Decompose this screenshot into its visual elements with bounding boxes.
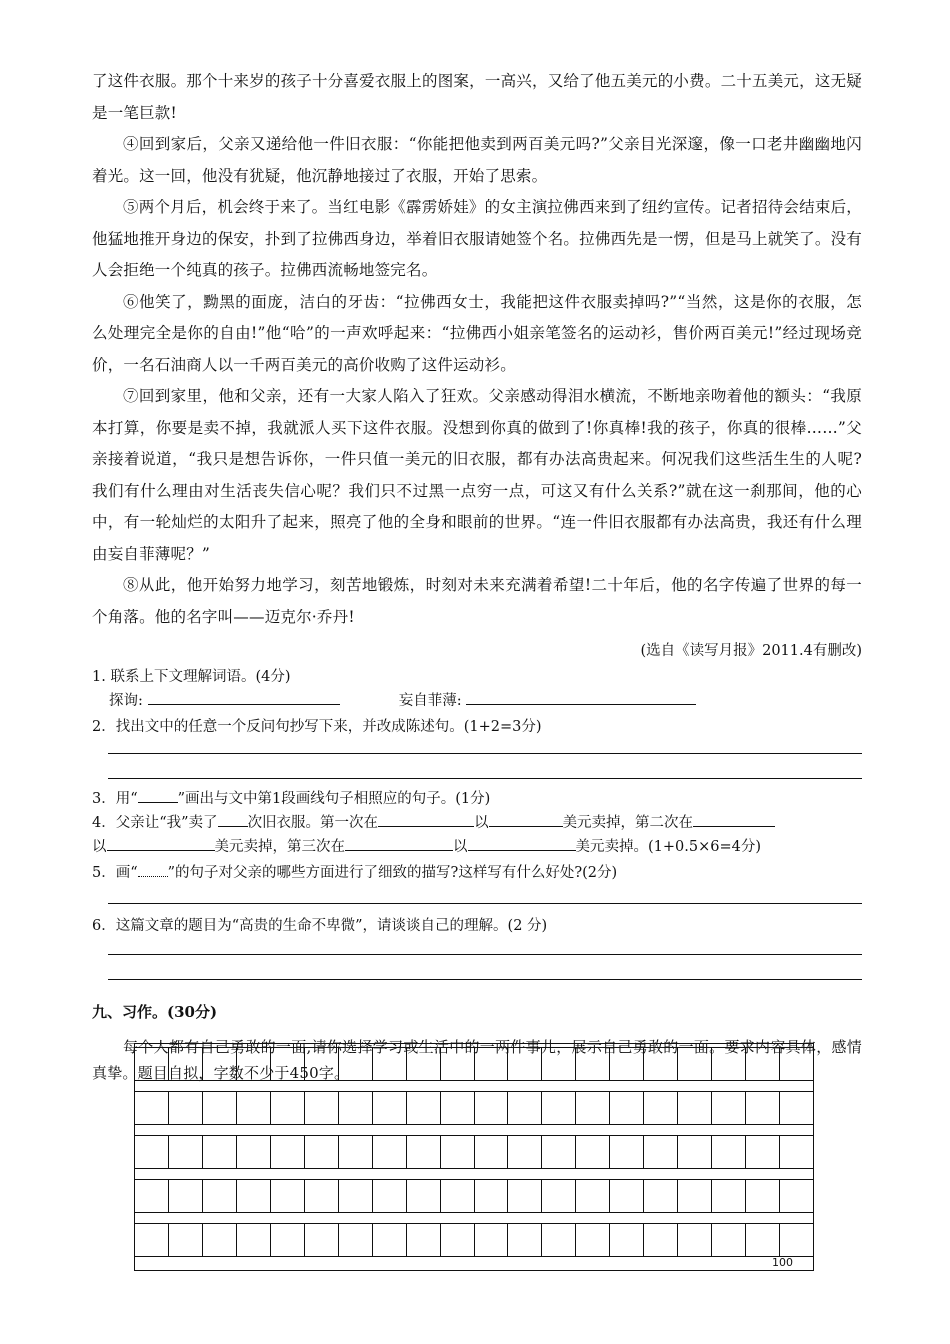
- grid-cell[interactable]: [169, 1223, 203, 1257]
- grid-cell[interactable]: [644, 1047, 678, 1081]
- story-paragraph-7: ⑦回到家里，他和父亲，还有一大家人陷入了狂欢。父亲感动得泪水横流，不断地亲吻着他的额头：“我原本打算，你要是卖不掉，我就派人买下这件衣服。没想到你真的做到了!你真棒!我的孩子，你真的很棒……”父亲接着说道，“我只是想告诉你，一件只值一美元的旧衣服，都有办法高贵起来。何况我们这些活生生的人呢?我们有什么理由对生活丧失信心呢？我们只不过黑一点穷一点，可这又有什么关系?”就在这一刹那间，他的心中，有一轮灿烂的太阳升了起来，照亮了他的全身和眼前的世界。“连一件旧衣服都有办法高贵，我还有什么理由妄自菲薄呢？”: [92, 387, 862, 563]
- grid-cell[interactable]: [576, 1223, 610, 1257]
- grid-cell[interactable]: [746, 1091, 780, 1125]
- question-4-text-e: 以: [92, 839, 107, 855]
- writing-grid[interactable]: [134, 1043, 814, 1271]
- grid-cell[interactable]: [712, 1179, 746, 1213]
- composition-prompt: 每个人都有自己勇敢的一面,请你选择学习或生活中的一两件事儿，展示自己勇敢的一面。要求内容具体，感情真挚。题目自拟，字数不少于450字。: [92, 1038, 862, 1082]
- third-place-blank[interactable]: [345, 835, 453, 851]
- grid-cell[interactable]: [305, 1223, 339, 1257]
- grid-cell[interactable]: [203, 1179, 237, 1213]
- question-4: [92, 811, 862, 835]
- grid-cell[interactable]: [407, 1091, 441, 1125]
- grid-cell[interactable]: [169, 1091, 203, 1125]
- story-paragraph-4: ④回到家后，父亲又递给他一件旧衣服：“你能把他卖到两百美元吗?”父亲目光深邃，像一口老井幽幽地闪着光。这一回，他没有犹疑，他沉静地接过了衣服，开始了思索。: [92, 135, 862, 185]
- grid-cell[interactable]: [339, 1179, 373, 1213]
- question-5: [92, 861, 862, 885]
- word-1-label: 探询:: [109, 693, 143, 709]
- word-2-answer-blank[interactable]: [466, 689, 696, 705]
- wavy-line-sample: [138, 863, 168, 877]
- grid-cell[interactable]: [373, 1223, 407, 1257]
- grid-cell[interactable]: [373, 1091, 407, 1125]
- grid-cell[interactable]: [678, 1179, 712, 1213]
- grid-cell[interactable]: [169, 1179, 203, 1213]
- question-4-text-b: 次旧衣服。第一次在: [247, 815, 379, 831]
- grid-cell[interactable]: [135, 1047, 169, 1081]
- grid-cell[interactable]: [475, 1091, 509, 1125]
- question-6-answer-line-2[interactable]: [108, 979, 862, 980]
- grid-cell[interactable]: [339, 1047, 373, 1081]
- grid-row[interactable]: [135, 1047, 813, 1081]
- grid-cell[interactable]: [305, 1135, 339, 1169]
- word-2-label: 妄自菲薄:: [398, 693, 462, 709]
- story-paragraph-8: ⑧从此，他开始努力地学习，刻苦地锻炼，时刻对未来充满着希望!二十年后，他的名字传遍了世界的每一个角落。他的名字叫——迈克尔·乔丹!: [92, 576, 862, 626]
- grid-cell[interactable]: [746, 1179, 780, 1213]
- grid-cell[interactable]: [407, 1135, 441, 1169]
- story-paragraph-6: ⑥他笑了，黝黑的面庞，洁白的牙齿：“拉佛西女士，我能把这件衣服卖掉吗?”“当然，这是你的衣服，怎么处理完全是你的自由!”他“哈”的一声欢呼起来：“拉佛西小姐亲笔签名的运动衫，售价两百美元!”经过现场竞价，一名石油商人以一千两百美元的高价收购了这件运动衫。: [92, 292, 862, 374]
- grid-cell[interactable]: [373, 1047, 407, 1081]
- grid-cell[interactable]: [271, 1135, 305, 1169]
- question-4-continued: [92, 835, 862, 859]
- question-2-answer-line-1[interactable]: [108, 753, 862, 754]
- grid-cell[interactable]: [373, 1179, 407, 1213]
- grid-cell[interactable]: [780, 1223, 813, 1257]
- grid-cell[interactable]: [203, 1223, 237, 1257]
- grid-cell[interactable]: [780, 1047, 813, 1081]
- grid-cell[interactable]: [576, 1091, 610, 1125]
- grid-cell[interactable]: [712, 1135, 746, 1169]
- question-3-text-end: ”画出与文中第1段画线句子相照应的句子。(1分): [177, 791, 491, 807]
- story-paragraph-5: ⑤两个月后，机会终于来了。当红电影《霹雳娇娃》的女主演拉佛西来到了纽约宣传。记者招待会结束后，他猛地推开身边的保安，扑到了拉佛西身边，举着旧衣服请她签个名。拉佛西先是一愣，但是马上就笑了。没有人会拒绝一个纯真的孩子。拉佛西流畅地签完名。: [92, 198, 862, 279]
- grid-cell[interactable]: [203, 1091, 237, 1125]
- grid-cell[interactable]: [576, 1135, 610, 1169]
- grid-cell[interactable]: [712, 1091, 746, 1125]
- grid-cell[interactable]: [610, 1179, 644, 1213]
- grid-cell[interactable]: [508, 1223, 542, 1257]
- grid-cell[interactable]: [542, 1091, 576, 1125]
- grid-cell[interactable]: [475, 1135, 509, 1169]
- grid-cell[interactable]: [339, 1135, 373, 1169]
- grid-cell[interactable]: [441, 1091, 475, 1125]
- grid-cell[interactable]: [678, 1135, 712, 1169]
- grid-cell[interactable]: [508, 1135, 542, 1169]
- grid-cell[interactable]: [712, 1223, 746, 1257]
- grid-cell[interactable]: [407, 1179, 441, 1213]
- grid-cell[interactable]: [542, 1223, 576, 1257]
- grid-cell[interactable]: [441, 1179, 475, 1213]
- question-4-text-d: 美元卖掉，第二次在: [562, 815, 694, 831]
- grid-cell[interactable]: [237, 1091, 271, 1125]
- grid-cell[interactable]: [271, 1091, 305, 1125]
- first-place-blank[interactable]: [378, 811, 474, 827]
- grid-cell[interactable]: [610, 1135, 644, 1169]
- grid-row[interactable]: [135, 1179, 813, 1213]
- grid-cell[interactable]: [780, 1091, 813, 1125]
- grid-cell[interactable]: [237, 1135, 271, 1169]
- grid-cell[interactable]: [203, 1135, 237, 1169]
- grid-cell[interactable]: [305, 1179, 339, 1213]
- grid-cell[interactable]: [339, 1091, 373, 1125]
- grid-cell[interactable]: [339, 1223, 373, 1257]
- grid-cell[interactable]: [169, 1135, 203, 1169]
- grid-word-count: 100: [772, 1256, 793, 1269]
- grid-cell[interactable]: [441, 1047, 475, 1081]
- grid-cell[interactable]: [610, 1091, 644, 1125]
- grid-cell[interactable]: [542, 1135, 576, 1169]
- story-paragraph-top: 了这件衣服。那个十来岁的孩子十分喜爱衣服上的图案，一高兴，又给了他五美元的小费。二十五美元，这无疑是一笔巨款!: [92, 72, 862, 122]
- grid-cell[interactable]: [169, 1047, 203, 1081]
- question-2: 2．找出文中的任意一个反问句抄写下来，并改成陈述句。(1+2=3分): [92, 719, 542, 735]
- grid-cell[interactable]: [237, 1179, 271, 1213]
- grid-cell[interactable]: [441, 1223, 475, 1257]
- grid-cell[interactable]: [305, 1047, 339, 1081]
- grid-cell[interactable]: [271, 1047, 305, 1081]
- word-1-answer-blank[interactable]: [148, 689, 340, 705]
- question-4-text-f: 美元卖掉，第三次在: [214, 839, 345, 855]
- grid-cell[interactable]: [475, 1223, 509, 1257]
- first-price-blank[interactable]: [489, 811, 563, 827]
- grid-cell[interactable]: [542, 1179, 576, 1213]
- grid-cell[interactable]: [678, 1223, 712, 1257]
- grid-cell[interactable]: [475, 1179, 509, 1213]
- grid-cell[interactable]: [135, 1135, 169, 1169]
- question-1-words: [92, 689, 862, 713]
- grid-cell[interactable]: [746, 1223, 780, 1257]
- grid-row[interactable]: [135, 1135, 813, 1169]
- grid-cell[interactable]: [135, 1179, 169, 1213]
- story-source: (选自《读写月报》2011.4有删改): [640, 643, 862, 659]
- grid-cell[interactable]: [780, 1135, 813, 1169]
- question-5-text-end: ”的句子对父亲的哪些方面进行了细致的描写?这样写有什么好处?(2分): [167, 865, 618, 881]
- grid-cell[interactable]: [407, 1223, 441, 1257]
- grid-cell[interactable]: [712, 1047, 746, 1081]
- question-4-text-a: 4．父亲让“我”卖了: [92, 815, 218, 831]
- composition-heading: 九、习作。(30分): [92, 1003, 218, 1021]
- grid-cell[interactable]: [576, 1179, 610, 1213]
- grid-cell[interactable]: [678, 1047, 712, 1081]
- grid-cell[interactable]: [644, 1091, 678, 1125]
- grid-cell[interactable]: [610, 1223, 644, 1257]
- grid-cell[interactable]: [746, 1047, 780, 1081]
- second-price-blank[interactable]: [107, 835, 215, 851]
- grid-cell[interactable]: [644, 1135, 678, 1169]
- question-3: [92, 787, 862, 811]
- grid-cell[interactable]: [644, 1223, 678, 1257]
- question-1: 1. 联系上下文理解词语。(4分): [92, 669, 291, 685]
- grid-cell[interactable]: [203, 1047, 237, 1081]
- question-3-text-start: 3．用“: [92, 791, 138, 807]
- question-5-text-start: 5．画“: [92, 865, 138, 881]
- grid-cell[interactable]: [407, 1047, 441, 1081]
- third-price-blank[interactable]: [468, 835, 576, 851]
- grid-cell[interactable]: [508, 1091, 542, 1125]
- grid-cell[interactable]: [542, 1047, 576, 1081]
- grid-cell[interactable]: [237, 1047, 271, 1081]
- grid-cell[interactable]: [508, 1179, 542, 1213]
- grid-cell[interactable]: [610, 1047, 644, 1081]
- grid-cell[interactable]: [475, 1047, 509, 1081]
- grid-cell[interactable]: [780, 1179, 813, 1213]
- grid-cell[interactable]: [271, 1179, 305, 1213]
- question-5-answer-line[interactable]: [108, 903, 862, 904]
- grid-cell[interactable]: [508, 1047, 542, 1081]
- grid-cell[interactable]: [746, 1135, 780, 1169]
- grid-cell[interactable]: [135, 1091, 169, 1125]
- question-6: 6．这篇文章的题目为“高贵的生命不卑微”，请谈谈自己的理解。(2 分): [92, 918, 548, 934]
- question-4-text-g: 以: [453, 839, 468, 855]
- grid-cell[interactable]: [373, 1135, 407, 1169]
- underline-sample: [138, 787, 178, 803]
- grid-cell[interactable]: [678, 1091, 712, 1125]
- grid-cell[interactable]: [271, 1223, 305, 1257]
- grid-cell[interactable]: [135, 1223, 169, 1257]
- question-4-text-c: 以: [474, 815, 489, 831]
- grid-cell[interactable]: [305, 1091, 339, 1125]
- grid-cell[interactable]: [441, 1135, 475, 1169]
- question-2-answer-line-2[interactable]: [108, 778, 862, 779]
- exam-page: [92, 66, 862, 1086]
- grid-row[interactable]: [135, 1091, 813, 1125]
- question-4-text-h: 美元卖掉。(1+0.5×6=4分): [575, 839, 761, 855]
- grid-cell[interactable]: [644, 1179, 678, 1213]
- question-6-answer-line-1[interactable]: [108, 954, 862, 955]
- grid-cell[interactable]: [237, 1223, 271, 1257]
- grid-row[interactable]: [135, 1223, 813, 1257]
- second-place-blank[interactable]: [693, 811, 775, 827]
- grid-cell[interactable]: [576, 1047, 610, 1081]
- times-blank[interactable]: [218, 811, 248, 827]
